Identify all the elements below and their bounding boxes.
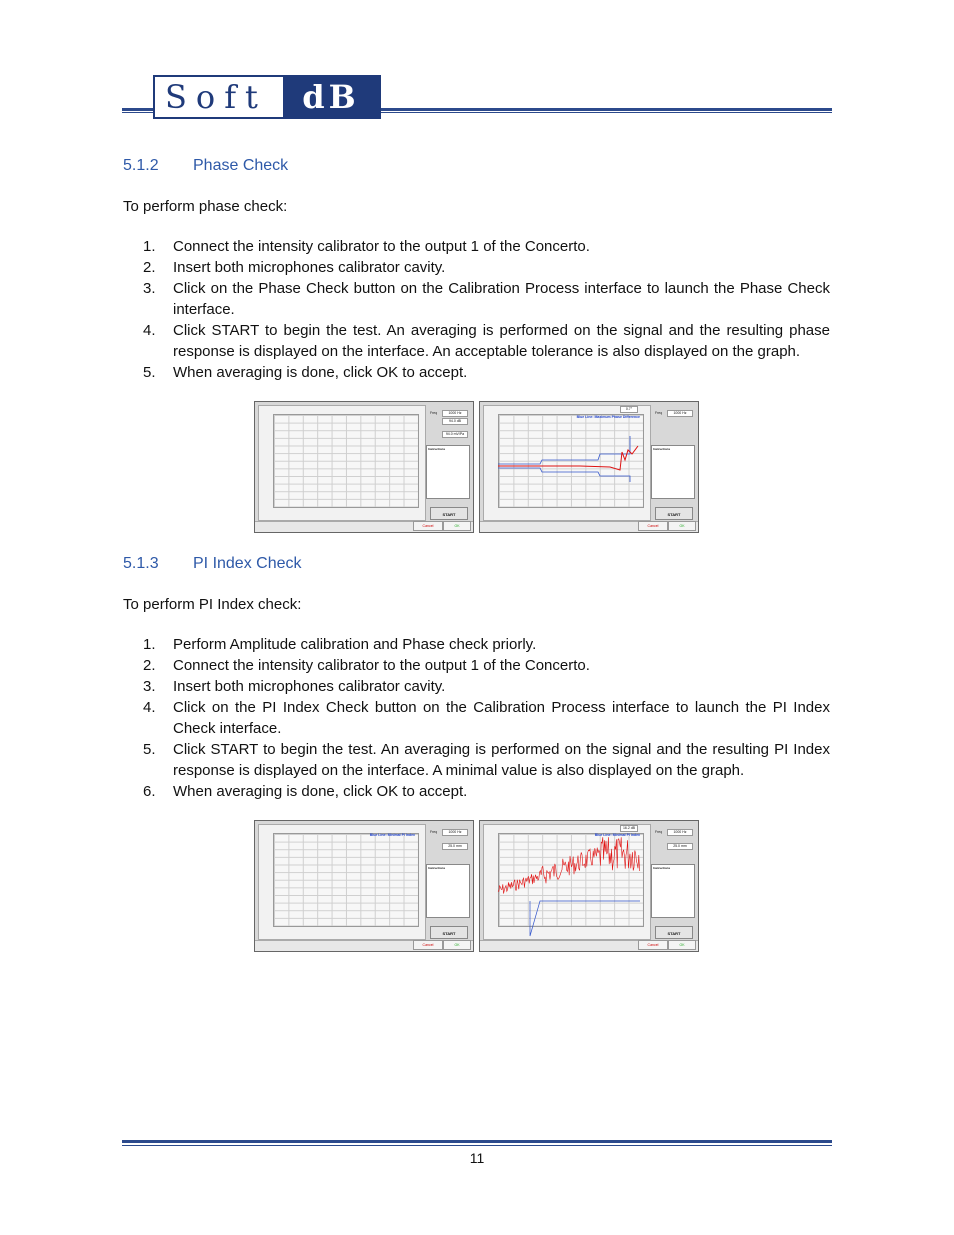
freq-field: 1000 Hz bbox=[442, 410, 468, 417]
section-intro: To perform PI Index check: bbox=[123, 596, 302, 613]
instructions-box: Instructions bbox=[651, 864, 695, 918]
logo-text-soft: Soft bbox=[155, 77, 283, 117]
section-number: 5.1.3 bbox=[123, 555, 159, 572]
cancel-button[interactable]: Cancel bbox=[638, 521, 668, 531]
freq-field: 1000 Hz bbox=[442, 829, 468, 836]
value-field: 0.7° bbox=[620, 406, 638, 413]
list-item: 3. Click on the Phase Check button on the Calibration Process interface to launch the Phase Check interface. bbox=[143, 280, 830, 318]
start-button[interactable]: START bbox=[655, 507, 693, 520]
chart-legend: Blue Line: Minimal PI Index bbox=[369, 833, 415, 837]
section-title: Phase Check bbox=[193, 157, 289, 174]
start-button[interactable]: START bbox=[430, 507, 468, 520]
list-item: 3. Insert both microphones calibrator cavity. bbox=[143, 678, 446, 695]
plot-area bbox=[258, 405, 426, 521]
phase-check-screenshot-right: Blue Line: Maximum Phase Difference 0.7° Freq 1000 Hz Instructions START Cancel OK bbox=[479, 401, 699, 533]
cancel-button[interactable]: Cancel bbox=[413, 521, 443, 531]
footer-rule-thin bbox=[122, 1145, 832, 1146]
instructions-box: Instructions bbox=[426, 445, 470, 499]
spacer-field: 25.0 mm bbox=[667, 843, 693, 850]
freq-field: 1000 Hz bbox=[667, 829, 693, 836]
chart-legend: Blue Line: Minimal PI Index bbox=[594, 833, 640, 837]
section-number: 5.1.2 bbox=[123, 157, 159, 174]
start-button[interactable]: START bbox=[430, 926, 468, 939]
ok-button[interactable]: OK bbox=[443, 521, 471, 531]
section-intro: To perform phase check: bbox=[123, 198, 288, 215]
phase-curve bbox=[480, 402, 652, 522]
page-number: 11 bbox=[469, 1150, 485, 1166]
section-title: PI Index Check bbox=[193, 555, 302, 572]
chart-legend: Blue Line: Maximum Phase Difference bbox=[576, 415, 640, 419]
value-field: 16.2 dB bbox=[620, 825, 638, 832]
spacer-field: 25.0 mm bbox=[442, 843, 468, 850]
logo-text-db: dB bbox=[283, 77, 379, 117]
list-item: 4. Click START to begin the test. An averaging is performed on the signal and the resulting phase response is displayed on the interface. An acceptable tolerance is also displayed on the graph. bbox=[143, 322, 830, 360]
phase-steps-list bbox=[123, 236, 830, 383]
list-item: 5. When averaging is done, click OK to accept. bbox=[143, 364, 468, 381]
pi-index-screenshot-left: Blue Line: Minimal PI Index Freq 1000 Hz 25.0 mm Instructions START Cancel OK bbox=[254, 820, 474, 952]
list-item: 1. Perform Amplitude calibration and Phase check priorly. bbox=[143, 636, 537, 653]
softdb-logo bbox=[153, 75, 381, 119]
cancel-button[interactable]: Cancel bbox=[638, 940, 668, 950]
list-item: 5. Click START to begin the test. An averaging is performed on the signal and the resulting PI Index response is displayed on the interface. A minimal value is also displayed on the graph. bbox=[143, 741, 830, 779]
ok-button[interactable]: OK bbox=[668, 940, 696, 950]
ok-button[interactable]: OK bbox=[668, 521, 696, 531]
plot-area bbox=[258, 824, 426, 940]
instructions-box: Instructions bbox=[426, 864, 470, 918]
section-heading-pi bbox=[123, 555, 302, 573]
list-item: 2. Connect the intensity calibrator to the output 1 of the Concerto. bbox=[143, 657, 590, 674]
instructions-box: Instructions bbox=[651, 445, 695, 499]
start-button[interactable]: START bbox=[655, 926, 693, 939]
footer-rule bbox=[122, 1140, 832, 1143]
pi-index-screenshot-right: Blue Line: Minimal PI Index 16.2 dB Freq 1000 Hz 25.0 mm Instructions START Cancel OK bbox=[479, 820, 699, 952]
level-field: 94.0 dB bbox=[442, 418, 468, 425]
pi-index-trace bbox=[498, 837, 640, 893]
list-item: 1. Connect the intensity calibrator to the output 1 of the Concerto. bbox=[143, 238, 590, 255]
pi-steps-list bbox=[123, 634, 830, 802]
list-item: 2. Insert both microphones calibrator cavity. bbox=[143, 259, 446, 276]
list-item: 4. Click on the PI Index Check button on the Calibration Process interface to launch the PI Index Check interface. bbox=[143, 699, 830, 737]
pi-index-curve bbox=[480, 821, 652, 941]
ok-button[interactable]: OK bbox=[443, 940, 471, 950]
bias-field: 94.0 mV/Pa bbox=[442, 431, 468, 438]
section-heading-phase bbox=[123, 157, 288, 175]
list-item: 6. When averaging is done, click OK to accept. bbox=[143, 783, 468, 800]
phase-check-screenshot-left: Freq 1000 Hz 94.0 dB 94.0 mV/Pa Instructions START Cancel OK bbox=[254, 401, 474, 533]
cancel-button[interactable]: Cancel bbox=[413, 940, 443, 950]
freq-field: 1000 Hz bbox=[667, 410, 693, 417]
